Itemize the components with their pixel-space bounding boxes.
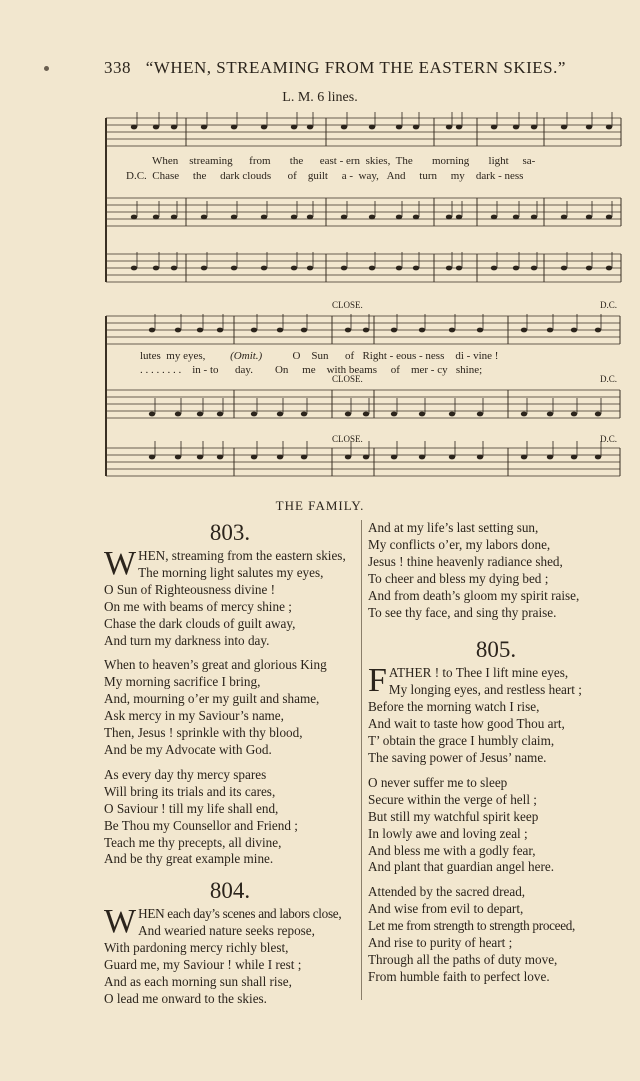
note-head	[561, 125, 567, 130]
note-head	[369, 215, 375, 220]
note-head	[345, 328, 351, 333]
note-head	[413, 215, 419, 220]
note-head	[531, 125, 537, 130]
hymn-803-stanza-3: As every day thy mercy spares Will bring its trials and its cares, O Saviour ! till my life shall end, Be Thou my Counsellor and Friend ; Teach me thy precepts, all divine, And be thy great example mine.	[104, 766, 298, 867]
dc-label-2: D.C.	[600, 374, 618, 384]
note-head	[363, 328, 369, 333]
note-head	[341, 266, 347, 271]
note-head	[291, 266, 297, 271]
note-head	[149, 412, 155, 417]
note-head	[521, 455, 527, 460]
note-head	[521, 412, 527, 417]
note-head	[446, 125, 452, 130]
note-head	[261, 125, 267, 130]
note-head	[456, 266, 462, 271]
note-head	[396, 125, 402, 130]
score-system-2	[104, 298, 624, 480]
note-head	[131, 215, 137, 220]
note-head	[301, 412, 307, 417]
note-head	[363, 455, 369, 460]
note-head	[391, 455, 397, 460]
note-head	[513, 266, 519, 271]
score-system-1	[104, 112, 624, 284]
note-head	[477, 412, 483, 417]
hymn-804-stanza-1: W HEN each day’s scenes and labors close, And wearied nature seeks repose, With pardoning mercy richly blest, Guard me, my Saviour ! while I rest ; And as each morning sun shall rise, O lead me onward to the skies.	[104, 903, 342, 1006]
column-divider	[361, 520, 362, 1000]
note-head	[217, 455, 223, 460]
hymn-number-805: 805.	[475, 637, 517, 663]
note-head	[449, 328, 455, 333]
note-head	[175, 455, 181, 460]
note-head	[531, 266, 537, 271]
drop-cap: F	[368, 662, 387, 700]
note-head	[477, 455, 483, 460]
note-head	[595, 455, 601, 460]
lyrics-line-3: lutes my eyes, (Omit.) O Sun of Right - eous - ness di - vine !	[140, 350, 499, 362]
note-head	[251, 328, 257, 333]
note-head	[513, 125, 519, 130]
note-head	[149, 455, 155, 460]
note-head	[301, 455, 307, 460]
note-head	[277, 328, 283, 333]
hymn-803-stanza-1: W HEN, streaming from the eastern skies, The morning light salutes my eyes, O Sun of Righteousness divine ! On me with beams of mercy shine ; Chase the dark clouds of guilt away, And turn my darkness into day.	[104, 545, 346, 648]
page-header	[104, 58, 566, 78]
drop-cap: W	[104, 903, 137, 941]
hymn-tune-title: “WHEN, STREAMING FROM THE EASTERN SKIES.”	[145, 58, 566, 77]
note-head	[175, 412, 181, 417]
note-head	[419, 455, 425, 460]
note-head	[291, 215, 297, 220]
note-head	[345, 412, 351, 417]
note-head	[606, 215, 612, 220]
hymn-number-804: 804.	[209, 878, 251, 904]
note-head	[561, 266, 567, 271]
note-head	[449, 412, 455, 417]
hymn-805-stanza-3: Attended by the sacred dread, And wise from evil to depart, Let me from strength to strength proceed, And rise to purity of heart ; Through all the paths of duty move, From humble faith to perfect love.	[368, 884, 576, 984]
note-head	[413, 125, 419, 130]
note-head	[201, 125, 207, 130]
hymn-804-stanza-2: And at my life’s last setting sun, My conflicts o’er, my labors done, Jesus ! thine heavenly radiance shed, To cheer and bless my dying bed ; And from death’s gloom my spirit raise, To see thy face, and sing thy praise.	[368, 520, 580, 620]
note-head	[231, 125, 237, 130]
note-head	[491, 215, 497, 220]
note-head	[396, 215, 402, 220]
note-head	[419, 328, 425, 333]
note-head	[175, 328, 181, 333]
hymn-805-stanza-1: F ATHER ! to Thee I lift mine eyes, My longing eyes, and restless heart ; Before the morning watch I rise, And wait to taste how good Thou art, T’ obtain the grace I humbly claim, The saving power of Jesus’ name.	[368, 662, 582, 765]
note-head	[391, 412, 397, 417]
hymn-805-stanza-2: O never suffer me to sleep Secure within the verge of hell ; But still my watchful spirit keep In lowly awe and loving zeal ; And bless me with a godly fear, And plant that guardian angel here.	[368, 774, 555, 875]
note-head	[561, 215, 567, 220]
note-head	[345, 455, 351, 460]
note-head	[131, 125, 137, 130]
note-head	[446, 215, 452, 220]
note-head	[531, 215, 537, 220]
note-head	[571, 455, 577, 460]
note-head	[251, 455, 257, 460]
page-mark	[44, 66, 49, 71]
note-head	[606, 266, 612, 271]
note-head	[277, 455, 283, 460]
note-head	[413, 266, 419, 271]
note-head	[131, 266, 137, 271]
note-head	[391, 328, 397, 333]
note-head	[217, 328, 223, 333]
note-head	[231, 215, 237, 220]
note-head	[307, 125, 313, 130]
page-number: 338	[104, 58, 131, 77]
note-head	[369, 125, 375, 130]
note-head	[301, 328, 307, 333]
note-head	[419, 412, 425, 417]
note-head	[396, 266, 402, 271]
note-head	[153, 125, 159, 130]
note-head	[291, 125, 297, 130]
lyrics-line-4: . . . . . . . . in - to day. On me with beams of mer - cy shine;	[140, 364, 483, 376]
music-system-1	[104, 112, 624, 284]
note-head	[571, 412, 577, 417]
note-head	[363, 412, 369, 417]
note-head	[277, 412, 283, 417]
note-head	[491, 125, 497, 130]
note-head	[341, 215, 347, 220]
close-label-1: CLOSE.	[332, 300, 363, 310]
note-head	[307, 215, 313, 220]
note-head	[456, 215, 462, 220]
note-head	[197, 455, 203, 460]
note-head	[201, 215, 207, 220]
note-head	[513, 215, 519, 220]
close-label-3: CLOSE.	[332, 434, 363, 444]
hymn-number-803: 803.	[209, 520, 251, 545]
note-head	[571, 328, 577, 333]
note-head	[231, 266, 237, 271]
note-head	[586, 215, 592, 220]
note-head	[606, 125, 612, 130]
note-head	[491, 266, 497, 271]
note-head	[477, 328, 483, 333]
note-head	[153, 266, 159, 271]
note-head	[307, 266, 313, 271]
lyrics-line-2: D.C. Chase the dark clouds of guilt a - way, And turn my dark - ness	[126, 170, 524, 182]
note-head	[449, 455, 455, 460]
note-head	[201, 266, 207, 271]
note-head	[521, 328, 527, 333]
note-head	[446, 266, 452, 271]
meter-label: L. M. 6 lines.	[282, 90, 358, 105]
note-head	[547, 412, 553, 417]
note-head	[547, 455, 553, 460]
note-head	[171, 266, 177, 271]
right-column	[368, 520, 624, 994]
note-head	[171, 125, 177, 130]
left-column	[104, 518, 356, 1016]
note-head	[149, 328, 155, 333]
note-head	[197, 412, 203, 417]
note-head	[217, 412, 223, 417]
note-head	[595, 412, 601, 417]
drop-cap: W	[104, 545, 137, 582]
hymn-803-stanza-2: When to heaven’s great and glorious King My morning sacrifice I bring, And, mourning o’er my guilt and shame, Ask mercy in my Saviour’s name, Then, Jesus ! sprinkle with thy blood, And be my Advocate with God.	[104, 657, 327, 757]
note-head	[171, 215, 177, 220]
note-head	[586, 125, 592, 130]
dc-label-3: D.C.	[600, 434, 618, 444]
note-head	[197, 328, 203, 333]
note-head	[456, 125, 462, 130]
lyrics-line-1: When streaming from the east - ern skies, The morning light sa-	[152, 155, 536, 167]
note-head	[261, 266, 267, 271]
section-title: THE FAMILY.	[275, 498, 365, 513]
note-head	[547, 328, 553, 333]
note-head	[261, 215, 267, 220]
note-head	[341, 125, 347, 130]
music-system-2	[104, 298, 624, 480]
note-head	[586, 266, 592, 271]
close-label-2: CLOSE.	[332, 374, 363, 384]
dc-label-1: D.C.	[600, 300, 618, 310]
note-head	[595, 328, 601, 333]
note-head	[369, 266, 375, 271]
note-head	[153, 215, 159, 220]
note-head	[251, 412, 257, 417]
